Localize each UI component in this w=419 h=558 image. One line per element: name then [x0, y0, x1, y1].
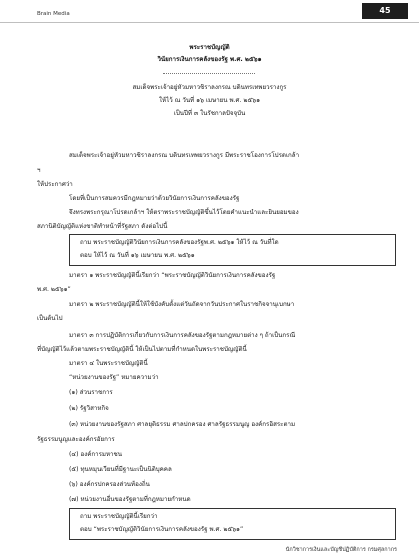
preamble-line2: ฯ	[37, 167, 41, 174]
list-item: (๖) องค์กรปกครองส่วนท้องถิ่น	[69, 481, 150, 488]
definition-term: “หน่วยงานของรัฐ” หมายความว่า	[69, 374, 159, 381]
qa-box-2	[69, 508, 396, 540]
section-2-line1: มาตรา ๒ พระราชบัญญัตินี้ให้ใช้บังคับตั้งแต่วันถัดจากวันประกาศในราชกิจจานุเบกษา	[69, 301, 295, 308]
reign-year-line: เป็นปีที่ ๓ ในรัชกาลปัจจุบัน	[173, 110, 246, 117]
list-item: (๔) องค์การมหาชน	[69, 451, 122, 458]
section-3-line2: ที่บัญญัติไว้แล้วตามพระราชบัญญัตินี้ ให้เป็นไปตามที่กำหนดในพระราชบัญญัตินี้	[37, 346, 247, 353]
section-3-line1: มาตรา ๓ การปฏิบัติการเกี่ยวกับการเงินการคลังของรัฐตามกฎหมายต่าง ๆ ถ้าเป็นกรณี	[69, 332, 296, 339]
preamble-line1: สมเด็จพระเจ้าอยู่หัวมหาวชิราลงกรณ บดินทรเทพยวรางกูร มีพระราชโองการโปรดเกล้า	[69, 152, 300, 159]
qa-answer: ตอบ “พระราชบัญญัติวินัยการเงินการคลังของรัฐ พ.ศ. ๒๕๖๑”	[80, 526, 244, 533]
qa-question: ถาม พระราชบัญญัติวินัยการเงินการคลังของรัฐพ.ศ. ๒๕๖๑ ให้ไว้ ณ วันที่ใด	[80, 239, 279, 246]
signatory-line: สมเด็จพระเจ้าอยู่หัวมหาวชิราลงกรณ บดินทรเทพยวรางกูร	[132, 84, 287, 91]
list-item: (๕) ทุนหมุนเวียนที่มีฐานะเป็นนิติบุคคล	[69, 466, 172, 473]
section-1-line2: พ.ศ. ๒๕๖๑”	[37, 286, 71, 293]
list-item: (๒) รัฐวิสาหกิจ	[69, 405, 109, 412]
given-date-line: ให้ไว้ ณ วันที่ ๑๖ เมษายน พ.ศ. ๒๕๖๑	[158, 97, 261, 104]
doc-title: พระราชบัญญัติ	[189, 44, 230, 51]
qa-question: ถาม พระราชบัญญัตินี้เรียกว่า	[80, 513, 158, 520]
page-number: 45	[362, 3, 408, 19]
enactment-line2: สภานิติบัญญัติแห่งชาติทำหน้าที่รัฐสภา ดังต่อไปนี้	[37, 223, 168, 230]
qa-answer: ตอบ ให้ไว้ ณ วันที่ ๑๖ เมษายน พ.ศ. ๒๕๖๑	[80, 252, 195, 259]
section-4: มาตรา ๔ ในพระราชบัญญัตินี้	[69, 360, 148, 367]
list-item: (๑) ส่วนราชการ	[69, 389, 113, 396]
section-2-line2: เป็นต้นไป	[37, 315, 63, 322]
page-footer: นักวิชาการเงินและบัญชีปฏิบัติการ กรมศุลกากร	[285, 547, 397, 553]
page-header	[0, 0, 419, 23]
whereas-paragraph: โดยที่เป็นการสมควรมีกฎหมายว่าด้วยวินัยการเงินการคลังของรัฐ	[69, 195, 240, 202]
section-1-line1: มาตรา ๑ พระราชบัญญัตินี้เรียกว่า “พระราชบัญญัติวินัยการเงินการคลังของรัฐ	[69, 272, 276, 279]
list-item: (๓) หน่วยงานของรัฐสภา ศาลยุติธรรม ศาลปกครอง ศาลรัฐธรรมนูญ องค์กรอิสระตาม	[69, 421, 296, 428]
brand-label: Brain Media	[37, 11, 70, 17]
list-item-continued: รัฐธรรมนูญและองค์กรอัยการ	[37, 436, 115, 443]
list-item: (๗) หน่วยงานอื่นของรัฐตามที่กฎหมายกำหนด	[69, 496, 191, 503]
preamble-line3: ให้ประกาศว่า	[37, 181, 73, 188]
title-divider	[163, 73, 255, 74]
enactment-line1: จึงทรงพระกรุณาโปรดเกล้าฯ ให้ตราพระราชบัญญัติขึ้นไว้โดยคำแนะนำและยินยอมของ	[69, 209, 299, 216]
qa-box-1	[69, 234, 396, 266]
doc-subtitle: วินัยการเงินการคลังของรัฐ พ.ศ. ๒๕๖๑	[157, 56, 262, 63]
